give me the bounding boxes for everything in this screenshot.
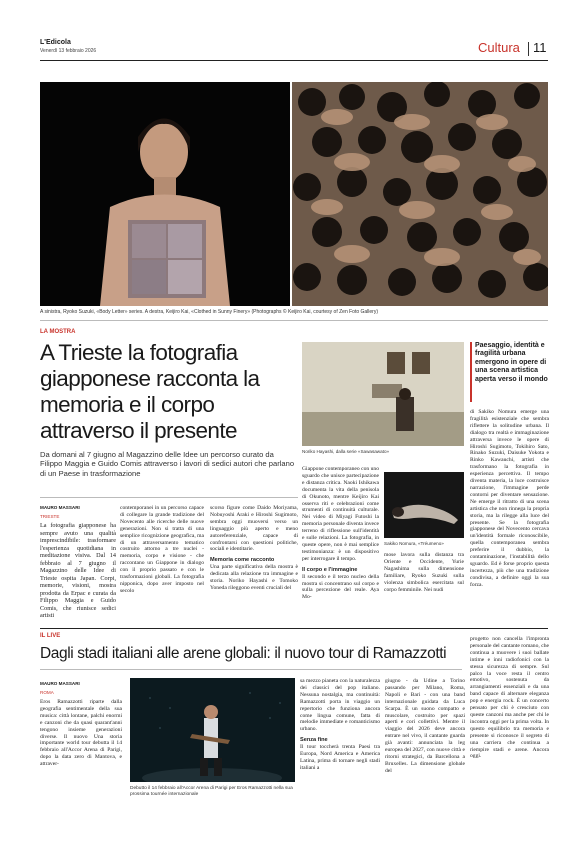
- article1-col3: [210, 505, 298, 595]
- photo-body-letter: [40, 82, 290, 306]
- article2-col3: [300, 678, 380, 775]
- ramazzotti-image: [130, 678, 295, 782]
- article1-subheading-memoria: Memoria come racconto: [210, 557, 275, 564]
- article2-col3a-text: sa mezzo pianeta con la naturalezza dei classici del pop italiano. Nessuna nostalgia, ma continuità: Ramazzotti porta in viaggio un repertorio che funziona ancora come lingua comune, fatta di melodie immediate e romanticismo urbano.: [300, 678, 380, 733]
- page-number: 11: [533, 40, 547, 55]
- pullquote-bar: [470, 342, 472, 402]
- article1-col2: [120, 505, 204, 598]
- photo-nomura: [384, 472, 464, 538]
- article1-kicker: LA MOSTRA: [40, 329, 76, 335]
- article1-col3b-text: Una parte significativa della mostra è dedicata alla relazione tra immagine e storia. Noriko Hayashi e Tomoko Yoneda rileggono eventi cruciali del: [210, 564, 298, 591]
- header-divider: [528, 42, 529, 56]
- article2-author: MAURO MASSARI: [40, 681, 80, 686]
- article2-col4-text: giugno - da Udine a Torino passando per Milano, Roma, Napoli e Bari - con una band internazionale guidata da Luca Scarpa. È un suono compatto e muscolare, costruito per spazi aperti e cori collettivi. Mentre il viaggio del 2026 deve ancora entrare nel vivo, il cantante guarda già avanti: annunciata la leg europea del 2027, con nuove città e ritorni strategici, da Barcellona a Bruxelles. La dimensione globale del: [385, 678, 465, 774]
- hayashi-image: [302, 342, 464, 446]
- article1-col6-text: di Sakiko Nomura emerge una fragilità esistenziale che sembra riflettere la solitudine urbana. Il dialogo tra realtà e immaginazione attraversa invece le opere di Hiroshi Sugimoto, Tokihiro Sato, Rinako Suzuki, Daisuke Yokota e Rinko Kawauchi, artisti che trasformano la fotografia in esperienza percettiva. Il tempo diventa materia, la luce costruisce narrazione, l'immagine perde contorni per diventare sensazione. Ne emerge il ritratto di una scena artistica che non rinnega la propria storia, ma la rilegge alla luce del presente. Se la fotografia giapponese del Novecento cercava un'identità formale riconoscibile, quella contemporanea sembra preferire il dubbio, la contaminazione, l'instabilità dello sguardo. Ed è forse proprio questa incertezza, più che una tradizione condivisa, a definire oggi la sua forza.: [470, 409, 549, 588]
- photo-hayashi: [302, 342, 464, 446]
- article2-col5: [470, 636, 549, 763]
- body-letter-image: [40, 82, 290, 306]
- article1-place: TRIESTE: [40, 514, 60, 519]
- article1-col5-text: mose lavora sulla distanza tra Oriente e Occidente, Yurie Nagashima sulla dimensione familiare, Ryoko Suzuki sulla violenza simbolica esercitata sul corpo femminile. Nei nudi: [384, 552, 464, 593]
- article1-col4: [302, 466, 379, 604]
- photo-clothed-in-sunny-finery: [292, 82, 548, 306]
- article2-col1-text: Eros Ramazzotti riparte dalla geografia sentimentale della sua musica: città lontane, palchi enormi e canzoni che da quasi quarant'anni tengono insieme generazioni diverse. Il nuovo Una storia importante world tour debutta il 14 febbraio all'Accor Arena di Parigi, dopo la data zero di Mantova, e attraver-: [40, 699, 122, 768]
- photo-ramazzotti: [130, 678, 295, 782]
- byline-rule: [40, 497, 298, 498]
- nomura-image: [384, 472, 464, 538]
- header-rule: [40, 60, 548, 61]
- photo-ramazzotti-caption: Debutto il 14 febbraio all'Accor Arena di Parigi per Eros Ramazzotti nella sua prossima tournée internazionale: [130, 786, 293, 797]
- section-separator: [40, 628, 548, 629]
- section-label: Cultura: [478, 40, 520, 55]
- article1-standfirst: Da domani al 7 giugno al Magazzino delle Idee un percorso curato da Filippo Maggia e Guido Comis attraverso i lavori di sedici autori che parlano di un Paese in trasformazione: [40, 450, 295, 478]
- article1-col3a-text: scorso figure come Daido Moriyama, Nobuyoshi Araki e Hiroshi Sugimoto, sembra oggi muoversi verso un linguaggio più aperto e meno autoreferenziale, capace di confrontarsi con questioni politiche, sociali e identitarie.: [210, 505, 298, 553]
- article2-headline-rule: [40, 669, 462, 670]
- article1-subheading-corpo: Il corpo e l'immagine: [302, 566, 358, 573]
- article2-kicker: IL LIVE: [40, 633, 61, 639]
- article1-author: MAURO MASSARI: [40, 505, 80, 510]
- article2-col3b-text: Il tour toccherà trenta Paesi tra Europa, Nord America e America Latina, prima di tornare negli stadi italiani a: [300, 744, 380, 771]
- caption-rule: [40, 320, 548, 321]
- article2-place: ROMA: [40, 690, 54, 695]
- article1-col4a-text: Giappone contemporaneo con uno sguardo che unisce partecipazione e distanza critica. Naoki Ishikawa documenta la vita della penisola di Okunoto, mentre Keijiro Kai osserva riti e celebrazioni come strumenti di continuità culturale. Nei video di Miyagi Futoshi la memoria personale diventa invece terreno di riflessione sull'identità e sulle relazioni. La fotografia, in queste opere, non è mai semplice testimonianza: è un dispositivo per interrogare il tempo.: [302, 466, 379, 562]
- crowd-image: [292, 82, 548, 306]
- article2-headline: Dagli stadi italiani alle arene globali: il nuovo tour di Ramazzotti: [40, 645, 447, 662]
- pullquote: Paesaggio, identità e fragilità urbana emergono in opere di una scena artistica aperta verso il mondo: [475, 342, 548, 383]
- article1-col1: [40, 522, 116, 623]
- article1-headline: A Trieste la fotografia giapponese racconta la memoria e il corpo attraverso il presente: [40, 340, 260, 443]
- photo-hayashi-caption: Noriko Hayashi, dalla serie «Sawasawato»: [302, 449, 390, 454]
- article1-col2-text: contemporanei in un percorso capace di collegare la grande tradizione del Novecento alle ricerche delle nuove generazioni. Non si tratta di una semplice ricognizione geografica, ma di un attraversamento tematico costruito attorno a tre nuclei - memoria, corpo e visione - che raccontano un Giappone in dialogo con il proprio passato e con le trasformazioni globali. La fotografia nipponica, dopo aver imposto nel secolo: [120, 505, 204, 594]
- article2-subheading-senza-fine: Senza fine: [300, 737, 328, 744]
- top-photo-caption: A sinistra, Ryoko Suzuki, «Body Letter» series. A destra, Keijiro Kai, «Clothed in Sunny Finery» (Photographs © Keijiro Kai, courtesy of Zen Foto Gallery): [40, 309, 379, 315]
- article2-col4: [385, 678, 465, 778]
- article1-col1-text: La fotografia giapponese ha sempre avuto una qualità imprescindibile: trasformare l'esperienza quotidiana in meditazione visiva. Dal 14 febbraio al 7 giugno il Magazzino delle Idee di Trieste ospita Japan. Corpi, memorie, visioni, mostra prodotta da Erpac e curata da Filippo Maggia e Guido Comis, che riunisce sedici artisti: [40, 522, 116, 619]
- article2-col1: [40, 699, 122, 771]
- article2-col5-text: progetto non cancella l'impronta personale del cantante romano, che continua a muovere i suoi ballate intime e inni radiofonici con la stessa sicurezza di sempre. Sul palco la voce resta il centro emotivo, sostenuta da arrangiamenti essenziali e da una band capace di alternare eleganza pop e energia rock. È un concerto pensato per chi è cresciuto con queste canzoni ma anche per chi le incontra oggi per la prima volta. In questo equilibrio tra memoria e presente si riconosce il segreto di una carriera che continua a riempire stadi e arene. Ancora oggi.: [470, 636, 549, 760]
- photo-nomura-caption: Sakiko Nomura, «Tréumeno»: [384, 541, 444, 546]
- article1-col5: [384, 552, 464, 596]
- issue-date: Venerdì 13 febbraio 2026: [40, 48, 97, 54]
- article1-col6: [470, 409, 549, 592]
- article1-col4b-text: Il secondo e il terzo nucleo della mostra si concentrano sul corpo e sulla percezione del reale. Aya Mo-: [302, 573, 379, 601]
- masthead: L'Edicola: [40, 39, 71, 46]
